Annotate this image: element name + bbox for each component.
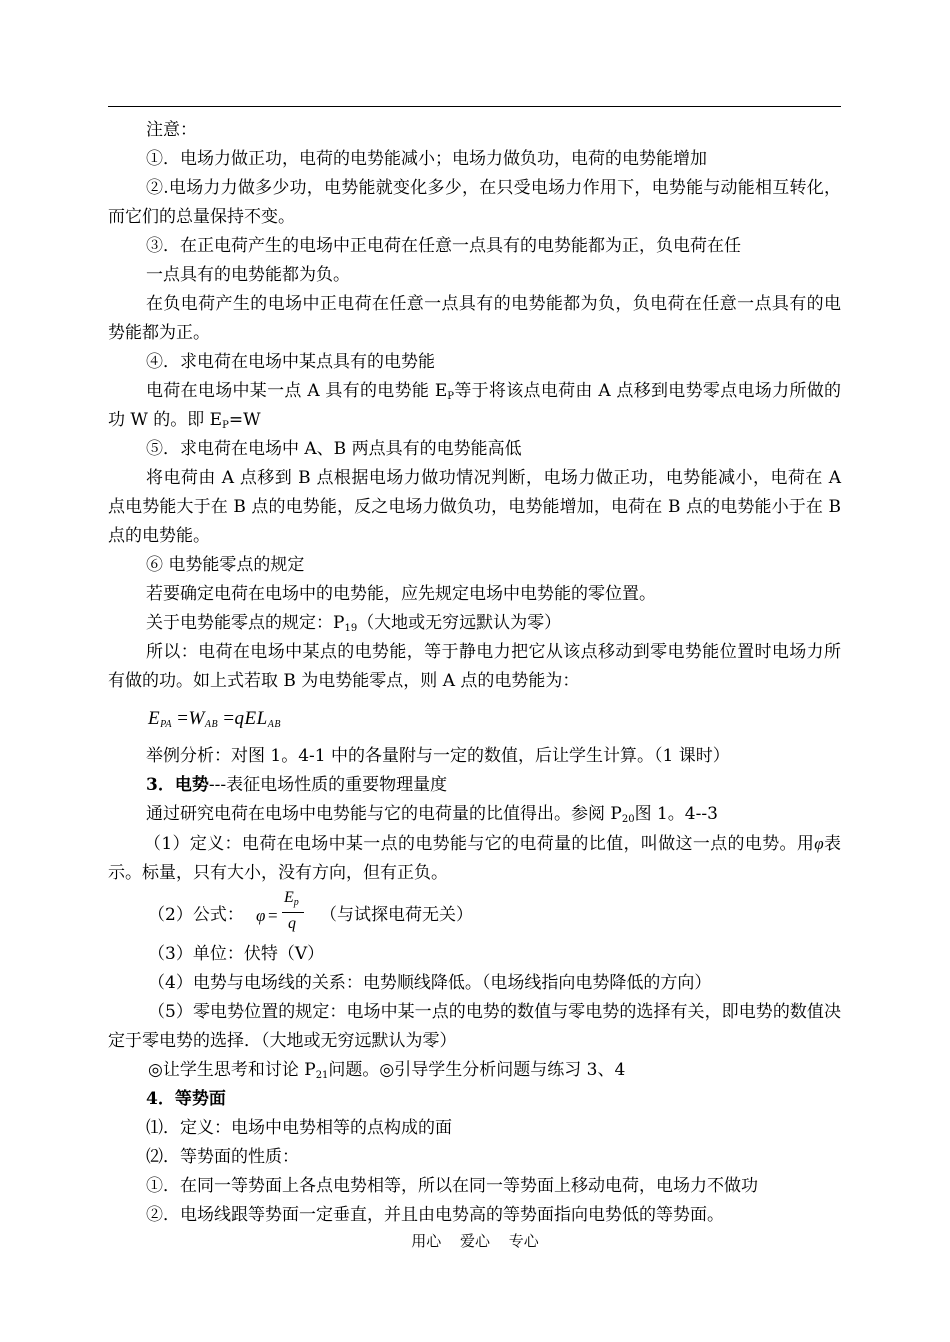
equipotential-properties: ⑵．等势面的性质：	[146, 1147, 299, 1167]
example-analysis: 举例分析：对图 1。4-1 中的各量附与一定的数值，后让学生计算。（1 课时）	[146, 746, 730, 766]
zero-potential-rule: （5）零电势位置的规定：电场中某一点的电势的数值与零电势的选择有关，即电势的数值决定于零电势的选择．（大地或无穷远默认为零）	[108, 1002, 841, 1051]
formula-potential-energy: $E_{PA} =W_{AB} =qEL_{AB}$	[148, 708, 281, 730]
section-4-heading: 4．等势面	[146, 1089, 226, 1109]
point-6: ⑥ 电势能零点的规定	[146, 555, 305, 575]
header-rule	[108, 106, 841, 107]
point-5: ⑤．求电荷在电场中 A、B 两点具有的电势能高低	[146, 439, 522, 459]
comparison-paragraph: 将电荷由 A 点移到 B 点根据电场力做功情况判断，电场力做正功，电势能减小，电荷在 A 点电势能大于在 B 点的电势能，反之电场力做负功，电势能增加，电荷在 B 点的电势能小于在 B 点的电势能。	[108, 468, 841, 546]
property-1: ①．在同一等势面上各点电势相等，所以在同一等势面上移动电荷，电场力不做功	[146, 1176, 758, 1196]
property-2: ②．电场线跟等势面一定垂直，并且由电势高的等势面指向电势低的等势面。	[146, 1205, 724, 1225]
potential-definition: （1）定义：电荷在电场中某一点的电势能与它的电荷量的比值，叫做这一点的电势。用φ表示。标量，只有大小，没有方向，但有正负。	[108, 834, 842, 883]
note-heading: 注意：	[146, 120, 197, 140]
page-footer: 用心 爱心 专心	[411, 1232, 539, 1250]
point-4: ④．求电荷在电场中某点具有的电势能	[146, 352, 435, 372]
equipotential-definition: ⑴．定义：电场中电势相等的点构成的面	[146, 1118, 452, 1138]
potential-energy-definition: 电荷在电场中某一点 A 具有的电势能 $E_P$等于将该点电荷由 A 点移到电势零点电场力所做的功 W 的。即 $E_P=W$	[108, 381, 841, 431]
field-line-relation: （4）电势与电场线的关系：电势顺线降低。（电场线指向电势降低的方向）	[148, 973, 712, 993]
point-1: ①．电场力做正功，电荷的电势能减小；电场力做负功，电荷的电势能增加	[146, 149, 707, 169]
potential-formula-row: （2）公式： φ = $E_p$ q （与试探电荷无关）	[148, 889, 473, 932]
zero-point-rule: 关于电势能零点的规定：$P_{19}$（大地或无穷远默认为零）	[146, 613, 562, 634]
negative-charge-paragraph: 在负电荷产生的电场中正电荷在任意一点具有的电势能都为负，负电荷在任意一点具有的电势能都为正。	[108, 294, 841, 343]
document-body	[108, 116, 841, 1230]
section-3-heading: 3．电势---表征电场性质的重要物理量度	[146, 775, 448, 795]
unit-line: （3）单位：伏特（V）	[148, 944, 325, 964]
zero-point-paragraph: 若要确定电荷在电场中的电势能，应先规定电场中电势能的零位置。	[146, 584, 656, 604]
point-3: ③．在正电荷产生的电场中正电荷在任意一点具有的电势能都为正，负电荷在任	[146, 236, 741, 256]
point-3-cont: 一点具有的电势能都为负。	[146, 265, 350, 285]
point-2: ②.电场力力做多少功，电势能就变化多少，在只受电场力作用下，电势能与动能相互转化，而它们的总量保持不变。	[108, 178, 841, 227]
so-paragraph: 所以：电荷在电场中某点的电势能，等于静电力把它从该点移动到零电势能位置时电场力所有做的功。如上式若取 B 为电势能零点，则 A 点的电势能为：	[108, 642, 841, 691]
discussion-line: ◎让学生思考和讨论 $P_{21}$问题。◎引导学生分析问题与练习 3、4	[148, 1060, 626, 1081]
section-3-intro: 通过研究电荷在电场中电势能与它的电荷量的比值得出。参阅 $P_{20}$图 1。4--3	[146, 804, 718, 825]
